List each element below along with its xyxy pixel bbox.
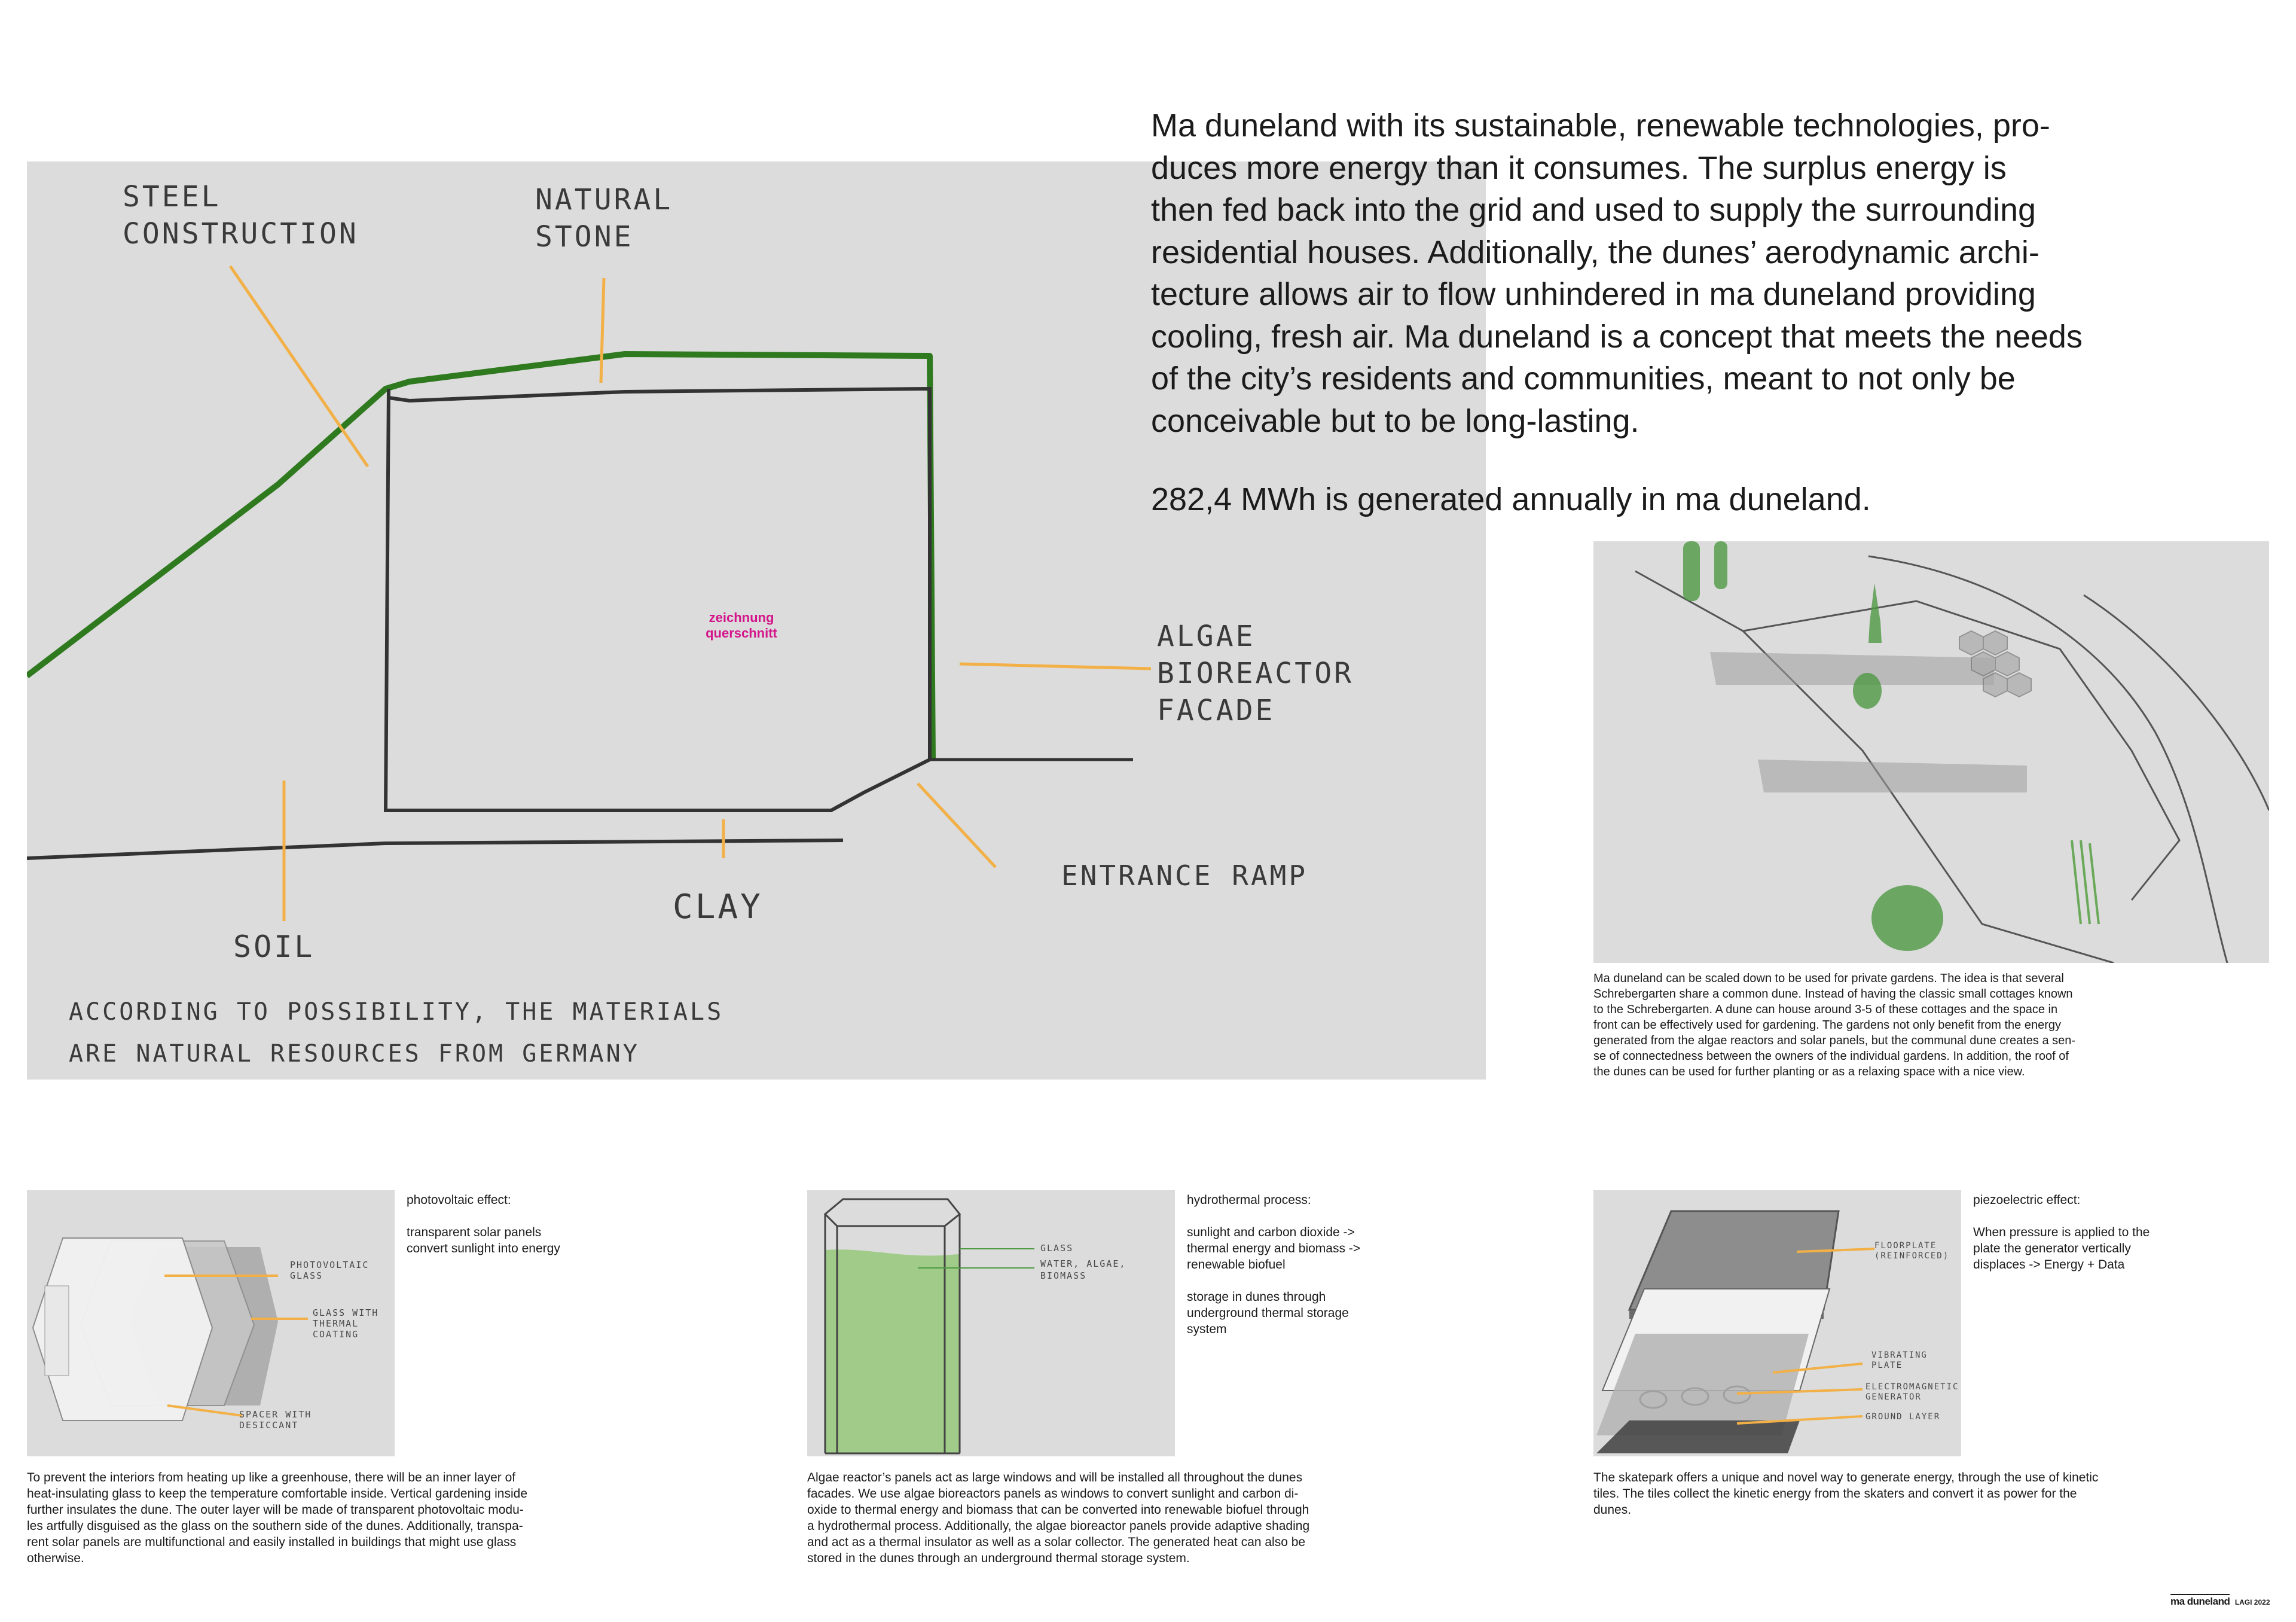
piezo-body: When pressure is applied to the plate the generator vertically displaces -> Energy + Data [1973, 1225, 2150, 1272]
label-algae-line3: FACADE [1157, 694, 1275, 727]
piezo-label-2 [1871, 1350, 1934, 1370]
label-algae [1157, 620, 1373, 727]
pv-label-2-l2: THERMAL [313, 1318, 359, 1329]
label-steel-line2: CONSTRUCTION [123, 217, 359, 251]
intro-paragraph: Ma duneland with its sustainable, renewable technologies, pro- duces more energy than it consumes. The surplus energy is then fed back into the grid and used to supply the surrounding residential houses. Additionally, the dunes’ aerodynamic archi- tecture allows air to flow unhindered in ma duneland providing cooling, fresh air. Ma duneland is a concept that meets the needs of the city’s residents and communities, meant to not only be conceivable but to be long-lasting. [1151, 108, 2083, 439]
ground-line [27, 840, 843, 858]
label-ramp: ENTRANCE RAMP [1061, 859, 1308, 892]
pv-label-2 [313, 1307, 385, 1340]
piezo-label-1 [1874, 1241, 1949, 1261]
garden-caption: Ma duneland can be scaled down to be used for private gardens. The idea is that several Schrebergarten share a common dune. Instead of having the classic small cottages known to the Schrebergarten. A dune can house around 3-5 of these cottages and the space in front can be effectively used for gardening. The gardens not only benefit from the energy generated from the algae reactors and solar panels, but the communal dune creates a sen- se of connectedness between the owners of the individual gardens. In addition, the roof of the dunes can be used for further planting or as a relaxing space with a nice view. [1593, 972, 2076, 1078]
pv-label-3 [239, 1409, 318, 1431]
algae-illustration [807, 1190, 1175, 1456]
piezo-label-1-l2: (REINFORCED) [1874, 1251, 1950, 1261]
footer-logo: ma duneland [2170, 1594, 2230, 1607]
label-algae-line2: BIOREACTOR [1157, 657, 1354, 690]
leader-lines [230, 266, 1151, 921]
label-steel-line1: STEEL [123, 180, 221, 214]
algae-fill [825, 1249, 962, 1453]
pv-label-1-l1: PHOTOVOLTAIC [290, 1260, 370, 1270]
pv-description: To prevent the interiors from heating up like a greenhouse, there will be an inner layer of heat-insulating glass to keep the temperature comfortable inside. Vertical gardening inside further insulates the dune. The outer layer will be made of transparent photovoltaic modu- les artfully disguised as the glass on the southern side of the dunes. Additionally, transpa- rent solar panels are multifunctional and easily installed in buildings that might use glass otherwise. [27, 1471, 527, 1565]
algae-label-2-l2: BIOMASS [1040, 1270, 1087, 1281]
pv-label-2-l1: GLASS WITH [313, 1307, 379, 1318]
piezo-illustration [1593, 1190, 1961, 1456]
garden-sketch [1593, 541, 2269, 963]
pv-label-3-l2: DESICCANT [239, 1420, 299, 1431]
hydro-title: hydrothermal process: [1187, 1193, 1311, 1207]
label-algae-line1: ALGAE [1157, 620, 1256, 653]
note-line-1: ACCORDING TO POSSIBILITY, THE MATERIALS [69, 998, 724, 1026]
hydro-body: sunlight and carbon dioxide -> thermal energy and biomass -> renewable biofuel storage in dunes through underground thermal storage system [1187, 1225, 1361, 1336]
algae-label-2-l1: WATER, ALGAE, [1040, 1258, 1126, 1269]
piezo-label-1-l1: FLOORPLATE [1874, 1241, 1937, 1251]
building-outline [386, 389, 930, 810]
algae-label-1: GLASS [1040, 1243, 1074, 1254]
label-clay: CLAY [673, 888, 763, 926]
note-line-2: ARE NATURAL RESOURCES FROM GERMANY [69, 1040, 640, 1068]
piezo-label-3 [1866, 1382, 1961, 1402]
piezo-label-2-l2: PLATE [1871, 1361, 1903, 1370]
pv-label-1-l2: GLASS [290, 1270, 323, 1281]
drawing-placeholder: zeichnung querschnitt [706, 610, 777, 641]
piezo-description: The skatepark offers a unique and novel way to generate energy, through the use of kinetic tiles. The tiles collect the kinetic energy from the skaters and convert it as power for the dunes. [1593, 1471, 2099, 1517]
pv-label-2-l3: COATING [313, 1329, 359, 1340]
dune-roof-line [27, 354, 933, 760]
piezo-label-4: GROUND LAYER [1866, 1412, 1941, 1422]
piezo-title: piezoelectric effect: [1973, 1193, 2081, 1207]
pv-svg [27, 1190, 395, 1456]
green-facade [2072, 840, 2099, 924]
garden-svg [1593, 541, 2269, 963]
energy-stat: 282,4 MWh is generated annually in ma duneland. [1151, 481, 1871, 517]
pv-label-3-l1: SPACER WITH [239, 1409, 312, 1420]
label-soil: SOIL [233, 929, 315, 964]
pv-body: transparent solar panels convert sunlight into energy [407, 1225, 560, 1255]
hydro-description: Algae reactor’s panels act as large windows and will be installed all throughout the dunes facades. We use algae bioreactors panels as windows to convert sunlight and carbon di- oxide to thermal energy and biomass that can be converted into renewable biofuel through a hydrothermal process. Additionally, the algae bioreactor panels provide adaptive shading and act as a thermal insulator as well as a solar collector. The generated heat can also be stored in the dunes through an underground thermal storage system. [807, 1471, 1310, 1565]
algae-svg [807, 1190, 1175, 1456]
algae-label-2 [1040, 1258, 1132, 1281]
ground-layer [1596, 1420, 1800, 1453]
pv-illustration [27, 1190, 395, 1456]
piezo-label-3-l2: GENERATOR [1866, 1392, 1922, 1402]
piezo-label-3-l1: ELECTROMAGNETIC [1866, 1382, 1959, 1392]
label-stone [535, 183, 692, 254]
label-stone-line2: STONE [535, 220, 634, 254]
footer-event: LAGI 2022 [2234, 1598, 2270, 1606]
pv-label-1 [290, 1260, 375, 1281]
pv-title: photovoltaic effect: [407, 1193, 511, 1207]
footer [2170, 1596, 2270, 1609]
label-steel [123, 180, 359, 251]
label-stone-line1: NATURAL [535, 183, 673, 217]
piezo-svg [1593, 1190, 1961, 1456]
piezo-label-2-l1: VIBRATING [1871, 1350, 1928, 1360]
